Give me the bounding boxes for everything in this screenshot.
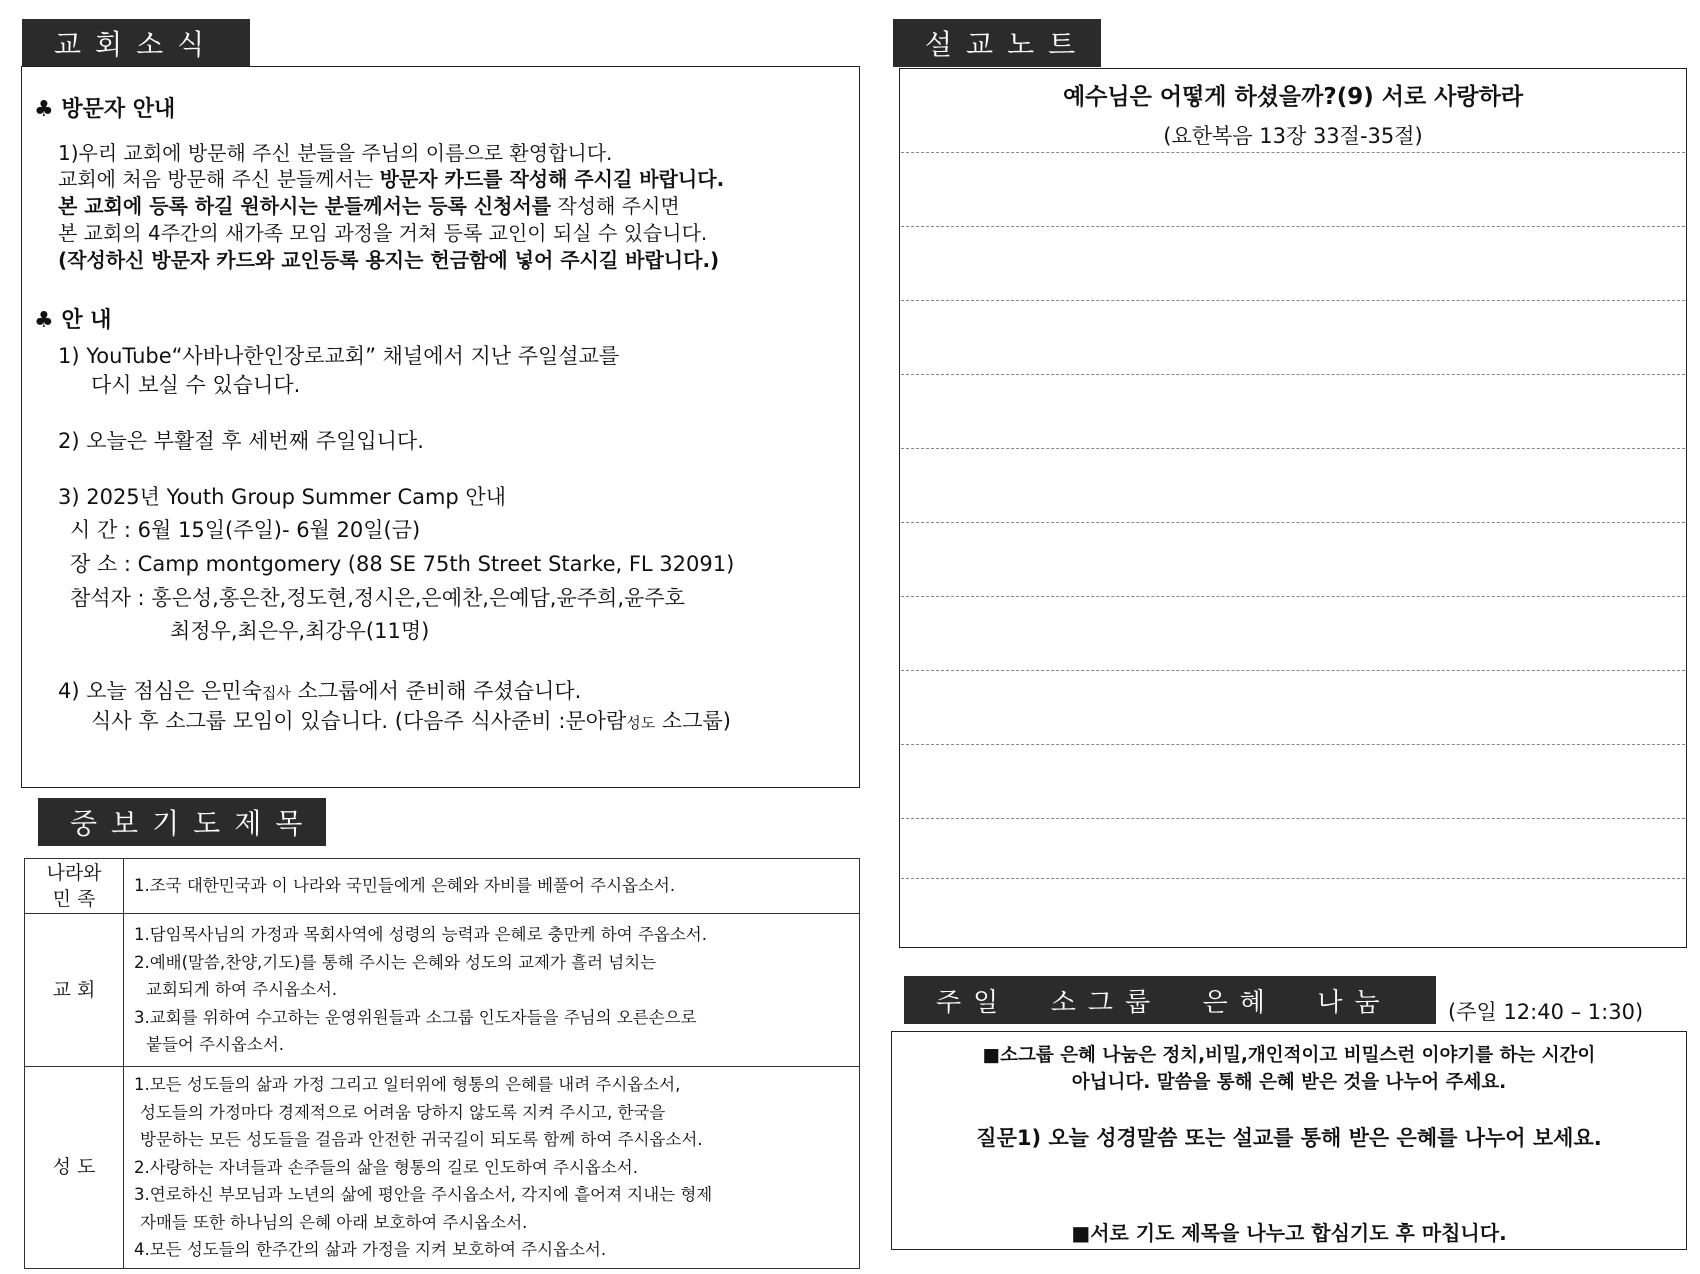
visitor-line-2a: 교회에 처음 방문해 주신 분들께서는 — [58, 167, 380, 191]
church-news-tab — [22, 19, 250, 67]
prayer-item: 2.예배(말씀,찬양,기도)를 통해 주시는 은혜와 성도의 교제가 흘러 넘치는 — [134, 952, 657, 972]
small-group-closing: ■서로 기도 제목을 나누고 합심기도 후 마칩니다. — [1071, 1221, 1507, 1245]
prayer-category-nation — [25, 859, 124, 914]
prayer-item: 교회되게 하여 주시옵소서. — [146, 980, 338, 1000]
visitor-line-3b: 작성해 주시면 — [551, 194, 680, 218]
category-line: 민 족 — [52, 888, 96, 910]
small-group-line-1: ■소그룹 은혜 나눔은 정치,비밀,개인적이고 비밀스런 이야기를 하는 시간이 — [982, 1045, 1596, 1066]
notice-line-3: 2) 오늘은 부활절 후 세번째 주일입니다. — [58, 429, 424, 453]
notice-line-6: 장 소 : Camp montgomery (88 SE 75th Street Starke, FL 32091) — [70, 552, 735, 576]
prayer-item: 3.교회를 위하여 수고하는 운영위원들과 소그룹 인도자들을 주님의 오른손으로 — [134, 1007, 697, 1027]
sermon-note-tab — [893, 19, 1101, 67]
note-line — [901, 670, 1685, 671]
notice-line-8: 최정우,최은우,최강우(11명) — [170, 619, 430, 643]
notice-line-9b: 집사 — [261, 684, 291, 702]
small-group-time: (주일 12:40 – 1:30) — [1448, 1000, 1644, 1024]
sermon-title: 예수님은 어떻게 하셨을까?(9) 서로 사랑하라 — [1062, 84, 1524, 110]
notice-line-10b: 성도 — [626, 714, 656, 732]
notice-line-4: 3) 2025년 Youth Group Summer Camp 안내 — [58, 485, 507, 509]
note-line — [901, 374, 1685, 375]
prayer-row-nation — [25, 859, 860, 914]
visitor-line-3a: 본 교회에 등록 하길 원하시는 분들께서는 등록 신청서를 — [58, 194, 552, 218]
prayer-item: 1.모든 성도들의 삶과 가정 그리고 일터위에 형통의 은혜를 내려 주시옵소서, — [134, 1075, 681, 1094]
sermon-note-title: 설교노트 — [925, 28, 1090, 61]
category-line: 성 도 — [52, 1156, 96, 1179]
notice-line-9 — [58, 675, 581, 705]
prayer-tab — [38, 798, 326, 846]
notice-line-10a: 식사 후 소그룹 모임이 있습니다. (다음주 식사준비 :문아람 — [91, 709, 627, 733]
prayer-item: 2.사랑하는 자녀들과 손주들의 삶을 형통의 길로 인도하여 주시옵소서. — [134, 1157, 638, 1177]
church-news-title: 교회소식 — [54, 28, 219, 61]
note-line — [901, 152, 1685, 153]
prayer-item: 3.연로하신 부모님과 노년의 삶에 평안을 주시옵소서, 각지에 흩어져 지내는 형제 — [134, 1185, 713, 1204]
small-group-title: 주일 소그룹 은혜 나눔 — [936, 987, 1392, 1018]
category-line: 나라와 — [46, 862, 102, 884]
notice-line-10c: 소그룹) — [655, 709, 731, 733]
notice-line-1: 1) YouTube“사바나한인장로교회” 채널에서 지난 주일설교를 — [58, 344, 620, 368]
prayer-item: 4.모든 성도들의 한주간의 삶과 가정을 지켜 보호하여 주시옵소서. — [134, 1240, 607, 1259]
small-group-question: 질문1) 오늘 성경말씀 또는 설교를 통해 받은 은혜를 나누어 보세요. — [976, 1126, 1602, 1150]
sermon-note-panel — [899, 68, 1687, 948]
note-line — [901, 596, 1685, 597]
notice-line-9a: 4) 오늘 점심은 은민숙 — [58, 679, 262, 703]
notice-line-2: 다시 보실 수 있습니다. — [91, 373, 301, 397]
visitor-line-3 — [58, 190, 680, 219]
note-line — [901, 300, 1685, 301]
visitor-line-4: 본 교회의 4주간의 새가족 모임 과정을 거쳐 등록 교인이 되실 수 있습니다. — [58, 221, 708, 245]
visitor-line-5: (작성하신 방문자 카드와 교인등록 용지는 헌금함에 넣어 주시길 바랍니다.) — [58, 248, 720, 272]
prayer-category-church — [25, 914, 124, 1067]
prayer-category-members — [25, 1067, 124, 1269]
sermon-passage: (요한복음 13장 33절-35절) — [1163, 124, 1423, 148]
notice-line-7: 참석자 : 홍은성,홍은찬,정도현,정시은,은예찬,은예담,윤주희,윤주호 — [70, 586, 685, 610]
note-line — [901, 522, 1685, 523]
prayer-items-members — [124, 1067, 860, 1269]
note-line — [901, 448, 1685, 449]
notice-line-10 — [91, 705, 731, 735]
prayer-items-church — [124, 914, 860, 1067]
prayer-items-nation — [124, 859, 860, 914]
prayer-row-members — [25, 1067, 860, 1269]
visitor-line-2 — [58, 163, 724, 192]
prayer-item: 붙들어 주시옵소서. — [146, 1035, 285, 1055]
prayer-table — [24, 858, 860, 1269]
prayer-row-church — [25, 914, 860, 1067]
notice-line-5: 시 간 : 6월 15일(주일)- 6월 20일(금) — [70, 518, 421, 542]
prayer-title: 중보기도제목 — [70, 807, 317, 840]
notice-heading: ♣ 안 내 — [34, 308, 112, 333]
prayer-item: 1.조국 대한민국과 이 나라와 국민들에게 은혜와 자비를 베풀어 주시옵소서. — [134, 876, 676, 896]
visitor-line-2b: 방문자 카드를 작성해 주시길 바랍니다. — [379, 167, 725, 191]
visitor-heading: ♣ 방문자 안내 — [34, 97, 176, 122]
prayer-item: 방문하는 모든 성도들을 걸음과 안전한 귀국길이 되도록 함께 하여 주시옵소서. — [140, 1130, 703, 1149]
note-line — [901, 878, 1685, 879]
prayer-item: 자매들 또한 하나님의 은혜 아래 보호하여 주시옵소서. — [140, 1212, 528, 1232]
category-line: 교 회 — [52, 979, 96, 1001]
prayer-item: 성도들의 가정마다 경제적으로 어려움 당하지 않도록 지켜 주시고, 한국을 — [140, 1102, 666, 1122]
note-line — [901, 744, 1685, 745]
prayer-item: 1.담임목사님의 가정과 목회사역에 성령의 능력과 은혜로 충만케 하여 주옵소서. — [134, 925, 707, 945]
note-line — [901, 226, 1685, 227]
visitor-line-1: 1)우리 교회에 방문해 주신 분들을 주님의 이름으로 환영합니다. — [58, 141, 613, 165]
small-group-tab — [904, 976, 1436, 1024]
note-line — [901, 818, 1685, 819]
small-group-line-2: 아닙니다. 말씀을 통해 은혜 받은 것을 나누어 주세요. — [1071, 1072, 1507, 1093]
notice-line-9c: 소그룹에서 준비해 주셨습니다. — [290, 679, 582, 703]
